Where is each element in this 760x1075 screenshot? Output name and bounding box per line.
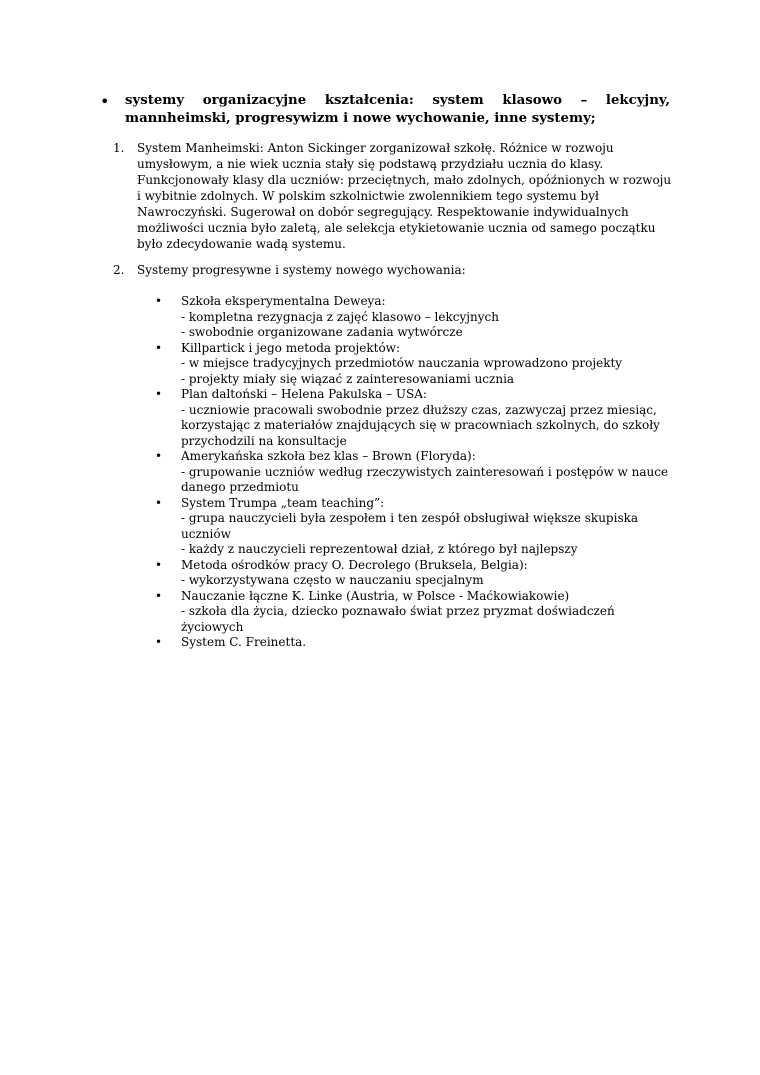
list-item <box>153 589 673 636</box>
bullet-icon: • <box>155 340 163 355</box>
list-item-detail: - uczniowie pracowali swobodnie przez dłuższy czas, zazwyczaj przez miesiąc, korzystając z materiałów znajdujących się w pracowniach szkolnych, do szkoły przychodzili na konsultacje <box>181 402 660 448</box>
list-item-title: System Trumpa „team teaching”: <box>181 495 385 510</box>
bullet-icon: • <box>155 294 163 308</box>
list-item <box>153 449 673 496</box>
bullet-icon: • <box>155 495 163 510</box>
list-item-title: Metoda ośrodków pracy O. Decrolego (Bruksela, Belgia): <box>181 557 528 572</box>
list-item-detail: - szkoła dla życia, dziecko poznawało świat przez pryzmat doświadczeń życiowych <box>181 604 615 634</box>
heading-bullet: • <box>100 92 110 111</box>
section-number-1: 1. <box>113 141 125 155</box>
bullet-icon: • <box>155 557 163 572</box>
list-item-title: Plan daltoński – Helena Pakulska – USA: <box>181 387 427 401</box>
list-item-detail: - wykorzystywana często w nauczaniu specjalnym <box>181 573 484 587</box>
section-text-1: System Manheimski: Anton Sickinger zorganizował szkołę. Różnice w rozwoju umysłowym, a nie wiek ucznia stały się podstawą przydziału ucznia do klasy. Funkcjonowały klasy dla uczniów: przeciętnych, mało zdolnych, opóźnionych w rozwoju i wybitnie zdolnych. W polskim szkolnictwie zwolennikiem tego systemu był Nawroczyński. Sugerował on dobór segregujący. Respektowanie indywidualnych możliwości ucznia było zaletą, ale selekcja etykietowanie ucznia od samego początku było zdecydowanie wadą systemu. <box>137 141 672 251</box>
list-item-title: System C. Freinetta. <box>181 635 307 649</box>
list-item-detail: - projekty miały się wiązać z zainteresowaniami ucznia <box>181 371 515 386</box>
list-item-detail: - kompletna rezygnacja z zajęć klasowo – lekcyjnych <box>181 309 499 324</box>
list-item-title: Szkoła eksperymentalna Deweya: <box>181 294 386 308</box>
list-item-detail: - grupowanie uczniów według rzeczywistych zainteresowań i postępów w nauce danego przedmiotu <box>181 464 669 494</box>
list-item-detail: - grupa nauczycieli była zespołem i ten zespół obsługiwał większe skupiska uczniów <box>181 511 639 541</box>
bullet-icon: • <box>155 588 163 603</box>
bullet-icon: • <box>155 387 163 401</box>
list-item <box>153 387 673 449</box>
list-item <box>153 558 673 589</box>
section-text-2: Systemy progresywne i systemy nowego wychowania: <box>137 263 466 277</box>
list-item-detail: - w miejsce tradycyjnych przedmiotów nauczania wprowadzono projekty <box>181 356 623 370</box>
systems-list <box>153 294 673 651</box>
list-item <box>153 635 673 651</box>
list-item <box>153 496 673 558</box>
list-item-title: Amerykańska szkoła bez klas – Brown (Floryda): <box>181 449 476 463</box>
section-number-2: 2. <box>113 263 125 277</box>
list-item-title: Nauczanie łączne K. Linke (Austria, w Polsce - Maćkowiakowie) <box>181 588 570 603</box>
list-item <box>153 341 673 388</box>
list-item <box>153 294 673 341</box>
bullet-icon: • <box>155 635 163 649</box>
section-heading: systemy organizacyjne kształcenia: system klasowo – lekcyjny, mannheimski, progresywizm i nowe wychowanie, inne systemy; <box>125 93 670 126</box>
list-item-detail: - swobodnie organizowane zadania wytwórcze <box>181 325 463 339</box>
list-item-detail: - każdy z nauczycieli reprezentował dział, z którego był najlepszy <box>181 542 578 556</box>
bullet-icon: • <box>155 449 163 463</box>
list-item-title: Killpartick i jego metoda projektów: <box>181 340 400 355</box>
